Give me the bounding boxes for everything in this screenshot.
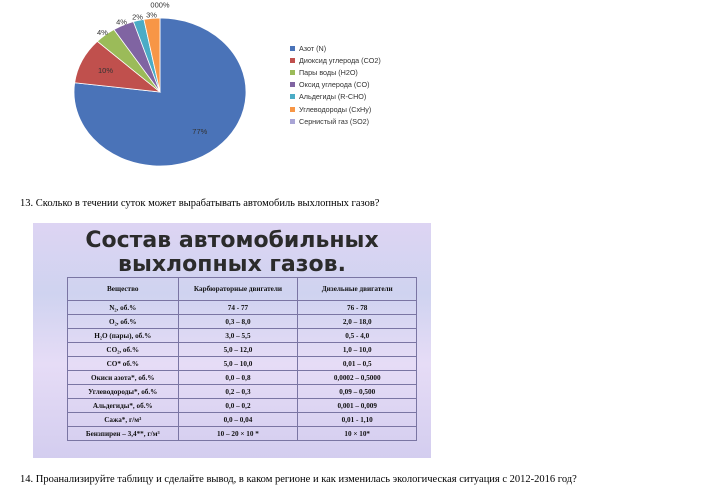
cell-carburetor: 74 - 77 bbox=[178, 301, 298, 315]
legend-label: Альдегиды (R-CHO) bbox=[299, 92, 367, 102]
legend-swatch bbox=[290, 82, 295, 87]
legend-swatch bbox=[290, 119, 295, 124]
cell-substance: Альдегиды*, об.% bbox=[68, 399, 179, 413]
legend-label: Диоксид углерода (CO2) bbox=[299, 55, 381, 65]
slide-image bbox=[33, 223, 431, 458]
legend-item bbox=[290, 103, 381, 115]
header-carburetor: Карбюраторные двигатели bbox=[178, 278, 298, 301]
slide-title-line-2: выхлопных газов. bbox=[118, 252, 346, 277]
table-row bbox=[68, 413, 417, 427]
chart-legend bbox=[290, 42, 381, 127]
cell-substance: N₂, об.% bbox=[68, 301, 179, 315]
cell-substance: Окиси азота*, об.% bbox=[68, 371, 179, 385]
table-row bbox=[68, 371, 417, 385]
pie-chart bbox=[0, 0, 290, 180]
cell-diesel: 10 × 10* bbox=[298, 427, 417, 441]
pie-slice-label: 4% bbox=[116, 17, 127, 27]
legend-item bbox=[290, 79, 381, 91]
legend-swatch bbox=[290, 70, 295, 75]
pie-slice-label: 000% bbox=[150, 0, 170, 10]
cell-diesel: 0,01 – 0,5 bbox=[298, 357, 417, 371]
legend-item bbox=[290, 91, 381, 103]
legend-swatch bbox=[290, 58, 295, 63]
table-row bbox=[68, 357, 417, 371]
pie-slice-label: 2% bbox=[132, 12, 143, 22]
cell-diesel: 2,0 – 18,0 bbox=[298, 315, 417, 329]
legend-item bbox=[290, 66, 381, 78]
cell-diesel: 76 - 78 bbox=[298, 301, 417, 315]
slide-title-line-1: Состав автомобильных bbox=[85, 228, 379, 253]
cell-diesel: 0,5 - 4,0 bbox=[298, 329, 417, 343]
cell-carburetor: 0,0 – 0,04 bbox=[178, 413, 298, 427]
exhaust-composition-table bbox=[67, 277, 417, 441]
table-row bbox=[68, 315, 417, 329]
legend-label: Сернистый газ (SO2) bbox=[299, 116, 370, 126]
cell-carburetor: 5,0 – 10,0 bbox=[178, 357, 298, 371]
legend-swatch bbox=[290, 107, 295, 112]
cell-carburetor: 5,0 – 12,0 bbox=[178, 343, 298, 357]
cell-carburetor: 0,0 – 0,2 bbox=[178, 399, 298, 413]
legend-swatch bbox=[290, 46, 295, 51]
legend-swatch bbox=[290, 94, 295, 99]
cell-carburetor: 3,0 – 5,5 bbox=[178, 329, 298, 343]
header-diesel: Дизельные двигатели bbox=[298, 278, 417, 301]
cell-diesel: 0,09 – 0,500 bbox=[298, 385, 417, 399]
cell-diesel: 0,0002 – 0,5000 bbox=[298, 371, 417, 385]
table-row bbox=[68, 301, 417, 315]
cell-diesel: 0,01 - 1,10 bbox=[298, 413, 417, 427]
slide-title bbox=[33, 229, 431, 277]
cell-carburetor: 0,2 – 0,3 bbox=[178, 385, 298, 399]
legend-item bbox=[290, 42, 381, 54]
cell-carburetor: 10 – 20 × 10 * bbox=[178, 427, 298, 441]
table-row bbox=[68, 385, 417, 399]
table-row bbox=[68, 329, 417, 343]
cell-substance: CO* об.% bbox=[68, 357, 179, 371]
table-header-row bbox=[68, 278, 417, 301]
table-row bbox=[68, 399, 417, 413]
cell-substance: Бензпирен – 3,4**, г/м³ bbox=[68, 427, 179, 441]
cell-diesel: 0,001 – 0,009 bbox=[298, 399, 417, 413]
pie-slice-label: 3% bbox=[146, 10, 157, 20]
table-row bbox=[68, 427, 417, 441]
legend-item bbox=[290, 115, 381, 127]
question-14: 14. Проанализируйте таблицу и сделайте вывод, в каком регионе и как изменилась экологическая ситуация с 2012-2016 год? bbox=[20, 474, 577, 485]
legend-item bbox=[290, 54, 381, 66]
cell-substance: Сажа*, г/м³ bbox=[68, 413, 179, 427]
cell-substance: CO₂, об.% bbox=[68, 343, 179, 357]
pie-slice-label: 10% bbox=[98, 65, 114, 75]
pie-slice-label: 4% bbox=[97, 28, 108, 38]
pie-slice-label: 77% bbox=[192, 126, 208, 136]
cell-diesel: 1,0 – 10,0 bbox=[298, 343, 417, 357]
cell-substance: Углеводороды*, об.% bbox=[68, 385, 179, 399]
cell-substance: O₂, об.% bbox=[68, 315, 179, 329]
cell-carburetor: 0,0 – 0,8 bbox=[178, 371, 298, 385]
cell-substance: H₂O (пары), об.% bbox=[68, 329, 179, 343]
header-substance: Вещество bbox=[68, 278, 179, 301]
question-13: 13. Сколько в течении суток может вырабатывать автомобиль выхлопных газов? bbox=[20, 198, 380, 209]
legend-label: Пары воды (H2O) bbox=[299, 67, 358, 77]
legend-label: Углеводороды (CxHy) bbox=[299, 104, 372, 114]
legend-label: Оксид углерода (CO) bbox=[299, 80, 370, 90]
table-row bbox=[68, 343, 417, 357]
legend-label: Азот (N) bbox=[299, 43, 327, 53]
cell-carburetor: 0,3 – 8,0 bbox=[178, 315, 298, 329]
